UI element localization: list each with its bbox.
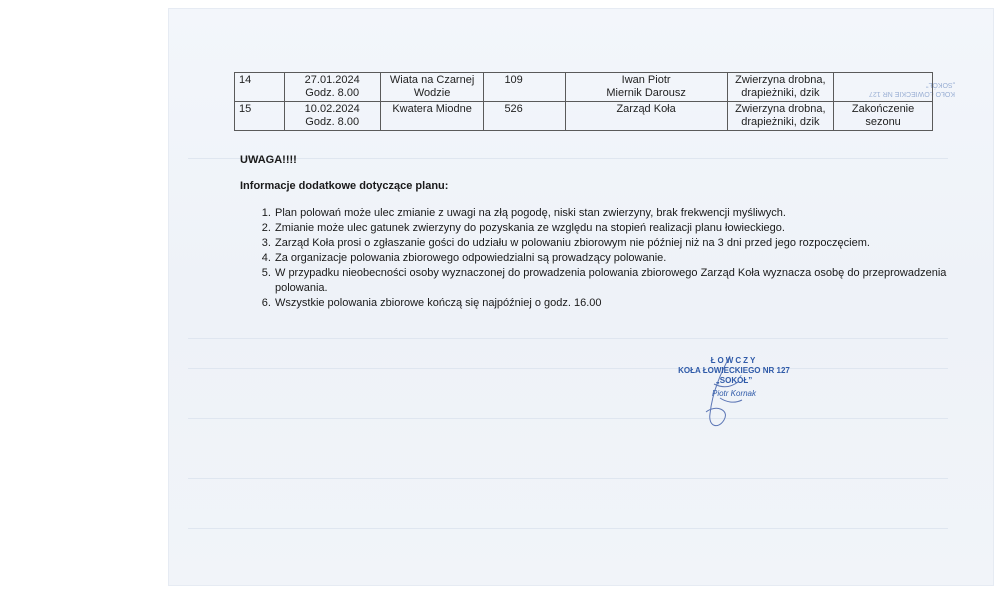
note-line2: sezonu <box>865 116 901 128</box>
row-number: 15 <box>235 102 285 131</box>
leader-cell <box>565 102 727 131</box>
game-line2: drapieżniki, dzik <box>741 116 820 128</box>
note-cell <box>834 102 933 131</box>
row-number: 14 <box>235 73 285 102</box>
leader-line1: Zarząd Koła <box>616 103 676 115</box>
area-number: 526 <box>484 102 565 131</box>
table-row <box>235 73 933 102</box>
date-cell <box>284 102 380 131</box>
place-cell <box>380 102 484 131</box>
date-cell <box>284 73 380 102</box>
leader-line2: Miernik Darousz <box>606 87 686 99</box>
stamp-line2: KOŁA ŁOWIECKIEGO NR 127 <box>678 366 790 375</box>
warning-heading: UWAGA!!!! <box>240 154 297 166</box>
date: 27.01.2024 <box>304 74 360 86</box>
leader-line1: Iwan Piotr <box>621 74 671 86</box>
place-line2: Wodzie <box>413 87 451 99</box>
list-item: 5. W przypadku nieobecności osoby wyznaczonej do prowadzenia polowania zbiorowego Zarząd Koła wyznacza osobę do przeprowadzenia polowania. <box>274 266 954 296</box>
top-stamp-line1: KOŁO ŁOWIECKIE NR 127 <box>869 90 955 97</box>
info-heading: Informacje dodatkowe dotyczące planu: <box>240 180 449 192</box>
list-item: 4. Za organizacje polowania zbiorowego odpowiedzialni są prowadzący polowanie. <box>274 251 954 266</box>
note-line1: Zakończenie <box>851 103 915 115</box>
game-line1: Zwierzyna drobna, <box>735 74 826 86</box>
place-line1: Kwatera Miodne <box>392 103 472 115</box>
time: Godz. 8.00 <box>305 87 360 99</box>
note-cell <box>834 73 933 102</box>
game-line1: Zwierzyna drobna, <box>735 103 826 115</box>
time: Godz. 8.00 <box>305 116 360 128</box>
list-item: 6. Wszystkie polowania zbiorowe kończą się najpóźniej o godz. 16.00 <box>274 296 954 311</box>
date: 10.02.2024 <box>304 103 360 115</box>
area-number: 109 <box>484 73 565 102</box>
game-cell <box>727 102 834 131</box>
table-row <box>235 102 933 131</box>
list-item: 1. Plan polowań może ulec zmianie z uwagi na złą pogodę, niski stan zwierzyny, brak frekwencji myśliwych. <box>274 206 954 221</box>
place-cell <box>380 73 484 102</box>
place-line1: Wiata na Czarnej <box>389 74 475 86</box>
scan-margin <box>0 0 168 607</box>
stamp-line1: ŁOWCZY <box>710 356 758 365</box>
game-cell <box>727 73 834 102</box>
stamp-line3: „SOKÓŁ” <box>715 376 753 385</box>
stamp-line4: Piotr Kornak <box>711 389 757 398</box>
hunting-club-stamp <box>664 356 804 426</box>
list-item: 2. Zmianie może ulec gatunek zwierzyny do pozyskania ze względu na stopień realizacji planu łowieckiego. <box>274 221 954 236</box>
game-line2: drapieżniki, dzik <box>741 87 820 99</box>
notes-list <box>256 206 954 311</box>
leader-cell <box>565 73 727 102</box>
top-stamp-line2: „SOKÓŁ” <box>926 81 955 88</box>
hunting-plan-table <box>234 72 933 131</box>
list-item: 3. Zarząd Koła prosi o zgłaszanie gości do udziału w polowaniu zbiorowym nie później niż na 3 dni przed jego rozpoczęciem. <box>274 236 954 251</box>
